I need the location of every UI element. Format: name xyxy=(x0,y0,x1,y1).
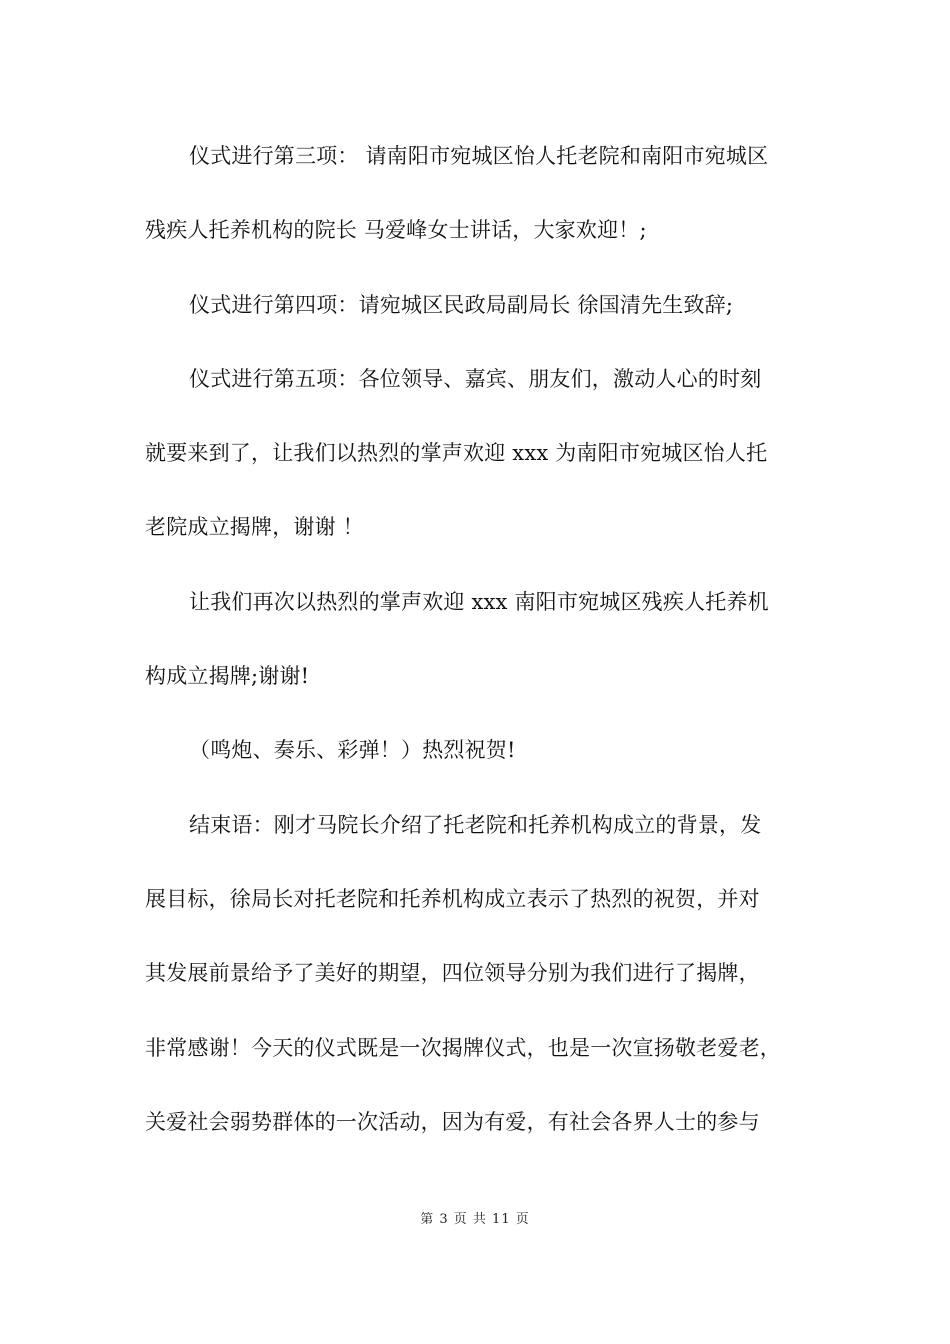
paragraph-line: 构成立揭牌;谢谢! xyxy=(145,664,310,689)
paragraph-line: 结束语：刚才马院长介绍了托老院和托养机构成立的背景，发 xyxy=(189,812,762,837)
paragraph-line: 仪式进行第五项：各位领导、嘉宾、朋友们，激动人心的时刻 xyxy=(189,366,762,391)
paragraph-line: 其发展前景给予了美好的期望，四位领导分别为我们进行了揭牌， xyxy=(145,961,760,986)
paragraph-line: （鸣炮、奏乐、彩弹！）热烈祝贺! xyxy=(189,738,516,763)
paragraph-line: 残疾人托养机构的院长 马爱峰女士讲话，大家欢迎！; xyxy=(145,218,647,243)
paragraph-line: 仪式进行第三项： 请南阳市宛城区怡人托老院和南阳市宛城区 xyxy=(189,144,769,168)
page-number-footer: 第 3 页 共 11 页 xyxy=(420,1212,530,1227)
paragraph-line: 非常感谢！今天的仪式既是一次揭牌仪式，也是一次宣扬敬老爱老， xyxy=(145,1035,781,1060)
paragraph-line: 关爱社会弱势群体的一次活动，因为有爱，有社会各界人士的参与 xyxy=(145,1109,760,1134)
paragraph-line: 展目标，徐局长对托老院和托养机构成立表示了热烈的祝贺，并对 xyxy=(145,886,760,911)
paragraph-line: 仪式进行第四项：请宛城区民政局副局长 徐国清先生致辞; xyxy=(189,292,734,317)
document-body xyxy=(145,135,825,1175)
paragraph-line: 老院成立揭牌，谢谢 ！ xyxy=(145,515,364,540)
paragraph-line: 让我们再次以热烈的掌声欢迎 xxx 南阳市宛城区残疾人托养机 xyxy=(189,589,769,614)
paragraph-line: 就要来到了，让我们以热烈的掌声欢迎 xxx 为南阳市宛城区怡人托 xyxy=(145,441,768,466)
